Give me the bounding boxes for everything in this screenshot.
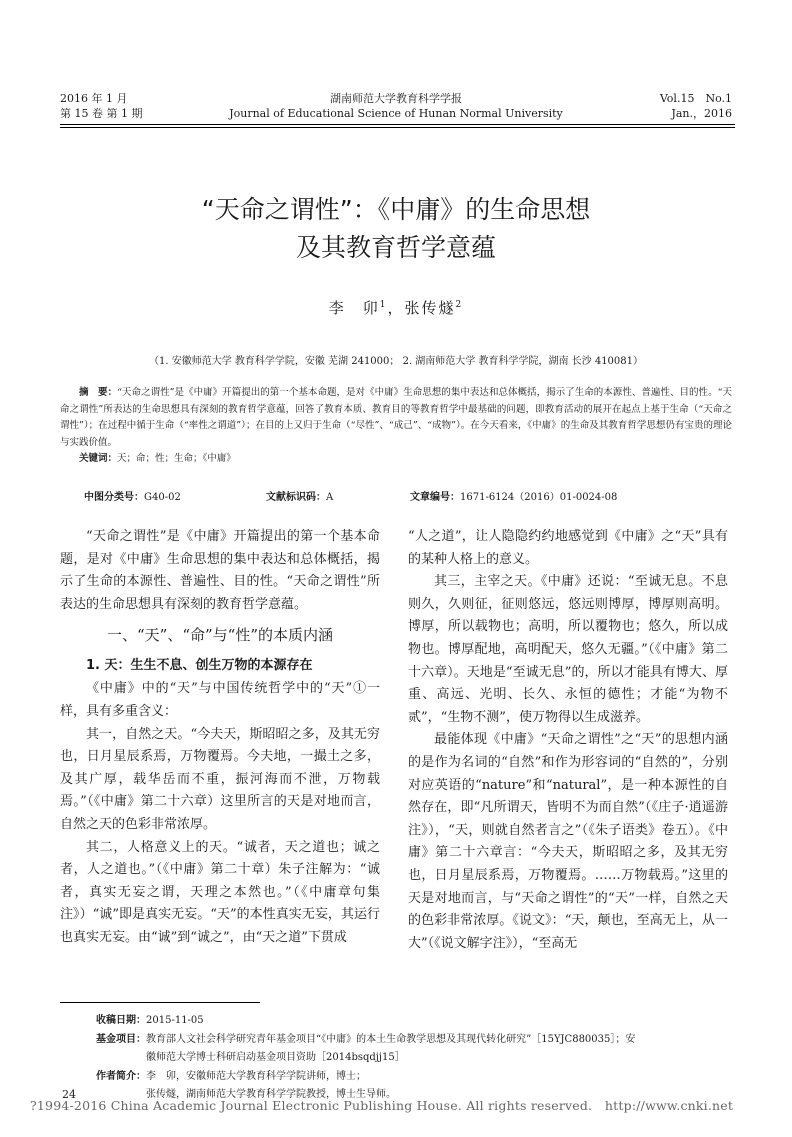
- clc-block: [84, 488, 181, 503]
- keywords-label: 关键词：: [79, 453, 118, 464]
- affiliation: （1. 安徽师范大学 教育科学学院，安徽 芜湖 241000； 2. 湖南师范大学 教育科学学院，湖南 长沙 410081）: [148, 356, 644, 367]
- footnote-received: [96, 1012, 736, 1030]
- doc-code-value: A: [326, 492, 334, 503]
- paragraph: “天命之谓性”是《中庸》开篇提出的第一个基本命题，是对《中庸》生命思想的集中表达和总体概括，揭示了生命的本源性、普遍性、目的性。“天命之谓性”所表达的生命思想具有深刻的教育哲学意蕴。: [60, 529, 380, 612]
- copyright-notice: ?1994-2016 China Academic Journal Electronic Publishing House. All rights reserved. http://www.cnki.net: [30, 1098, 734, 1113]
- paragraph: 其一，自然之天。“今夫天，斯昭昭之多，及其无穷也，日月星辰系焉，万物覆焉。今夫地，一撮土之多，及其广厚，载华岳而不重，振河海而不泄，万物载焉。”（《中庸》第二十六章）这里所言的天是对地而言，自然之天的色彩非常浓厚。: [60, 726, 380, 832]
- header-date: 2016 年 1 月: [60, 92, 128, 105]
- subsection-heading: 1. 天：生生不息、创生万物的本源存在: [86, 658, 313, 674]
- received-label: 收稿日期：: [96, 1015, 146, 1026]
- author-sep: ，: [387, 299, 405, 317]
- author-1: 李 卯: [328, 299, 380, 317]
- doc-code-label: 文献标识码：: [266, 492, 326, 503]
- received-date: 2015-11-05: [146, 1015, 204, 1026]
- header-date-en: Jan.，2016: [671, 107, 732, 120]
- header-volume-cn: 第 15 卷 第 1 期: [60, 107, 143, 120]
- paragraph: 其二，人格意义上的天。“诚者，天之道也；诚之者，人之道也。”（《中庸》第二十章）朱子注解为：“诚者，真实无妄之谓，天理之本然也。”（《中庸章句集注》）“诚”即是真实无妄。“天”的本性真实无妄，其运行也真实无妄。由“诚”到“诚之”，由“天之道”下贯成: [60, 839, 380, 945]
- paper-title-line1: “天命之谓性”：《中庸》的生命思想: [201, 195, 591, 224]
- clc-label: 中图分类号：: [84, 492, 144, 503]
- author-1-sup: 1: [379, 300, 388, 310]
- abstract-label: 摘 要：: [79, 387, 118, 398]
- author-2: 张传燧: [404, 299, 456, 317]
- section-heading: 一、“天”、“命”与“性”的本质内涵: [106, 626, 333, 645]
- fund-label: 基金项目：: [96, 1034, 146, 1045]
- author-info-label: 作者简介：: [96, 1071, 146, 1082]
- clc-value: G40-02: [144, 492, 181, 503]
- author-info-line1: 李 卯，安徽师范大学教育科学学院讲师，博士；: [146, 1071, 366, 1082]
- header-rule-2: [60, 127, 735, 128]
- paper-title-line2: 及其教育哲学意蕴: [295, 233, 496, 262]
- paragraph: 其三，主宰之天。《中庸》还说：“至诚无息。不息则久，久则征，征则悠远，悠远则博厚，博厚则高明。博厚，所以载物也；高明，所以覆物也；悠久，所以成物也。博厚配地，高明配天，悠久无疆。”（《中庸》第二十六章）。天地是“至诚无息”的，所以才能具有博大、厚重、高远、光明、长久、永恒的德性；才能“为物不贰”，“生物不测”，使万物得以生成滋养。: [408, 574, 728, 725]
- author-list: [0, 297, 792, 318]
- header-journal-en: Journal of Educational Science of Hunan Normal University: [229, 107, 563, 120]
- footnote-fund: [96, 1031, 736, 1067]
- header-volume-en: Vol.15 No.1: [659, 92, 732, 105]
- keywords: 天；命；性；生命；《中庸》: [117, 453, 236, 464]
- author-2-sup: 2: [455, 300, 464, 310]
- paragraph: 《中庸》中的“天”与中国传统哲学中的“天”①一样，具有多重含义：: [60, 681, 380, 719]
- abstract: [60, 385, 732, 468]
- paragraph: 最能体现《中庸》“天命之谓性”之“天”的思想内涵的是作为名词的“自然”和作为形容词的“自然的”，分别对应英语的“nature”和“natural”，是一种本源性的自然存在，即“凡所谓天，皆明不为而自然”（《庄子·逍遥游注》），“天，则就自然者言之”（《朱子语类》卷五）。《中庸》第二十六章言：“今夫天，斯昭昭之多，及其无穷也，日月星辰系焉，万物覆焉。……万物载焉。”这里的天是对地而言，与“天命之谓性”的“天”一样，自然之天的色彩非常浓厚。《说文》：“天，颠也，至高无上，从一大”（《说文解字注》），“至高无: [408, 732, 728, 951]
- article-no-label: 文章编号：: [410, 492, 460, 503]
- article-no-value: 1671-6124（2016）01-0024-08: [460, 492, 618, 503]
- body-right-column: [408, 526, 728, 955]
- abstract-text: “天命之谓性”是《中庸》开篇提出的第一个基本命题，是对《中庸》生命思想的集中表达和总体概括，揭示了生命的本源性、普遍性、目的性。“天命之谓性”所表达的生命思想具有深刻的教育哲学意蕴，回答了教育本质、教育目的等教育哲学中最基础的问题，即教育活动的展开在起点上基于生命（“天命之谓性”）；在过程中循于生命（“率性之谓道”）；在目的上又归于生命（“尽性”、“成己”、“成物”）。在今天看来，《中庸》的生命及其教育哲学思想仍有宝贵的理论与实践价值。: [60, 387, 732, 448]
- doc-code-block: [266, 488, 333, 503]
- fund-line1: 教育部人文社会科学研究青年基金项目“《中庸》的本土生命教学思想及其现代转化研究”［15YJC880035］；安: [146, 1034, 636, 1045]
- header-rule: [60, 124, 735, 125]
- paragraph: “人之道”，让人隐隐约约地感觉到《中庸》之“天”具有的某种人格上的意义。: [408, 529, 728, 567]
- header-journal-cn: 湖南师范大学教育科学学报: [330, 92, 462, 105]
- page-number: 24: [62, 1088, 76, 1101]
- body-left-column: [60, 526, 380, 950]
- article-no-block: [410, 488, 617, 503]
- footnote-rule: [60, 1002, 260, 1003]
- fund-line2: 徽师范大学博士科研启动基金项目资助［2014bsqdjj15］: [146, 1052, 405, 1063]
- author-info-line2: 张传燧，湖南师范大学教育科学学院教授，博士生导师。: [146, 1089, 396, 1100]
